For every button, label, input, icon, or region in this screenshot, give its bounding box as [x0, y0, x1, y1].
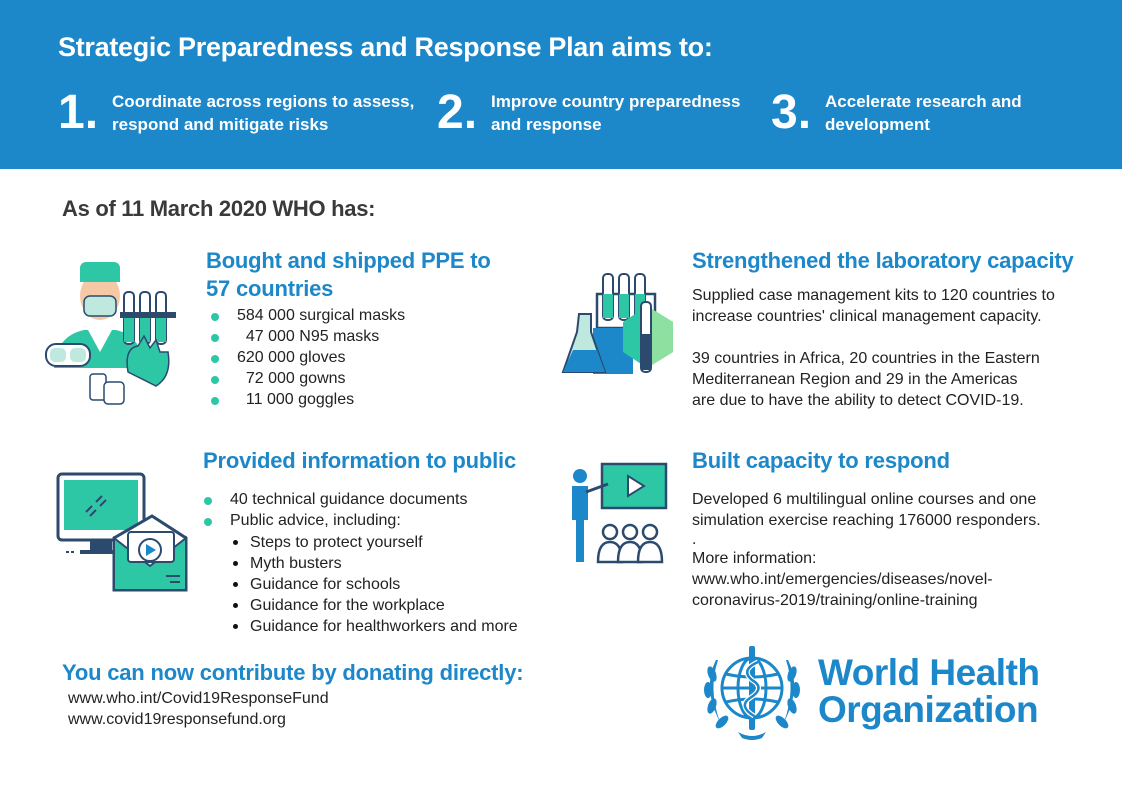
donate-link[interactable]: www.who.int/Covid19ResponseFund — [68, 690, 329, 707]
capacity-text-line: Developed 6 multilingual online courses and one — [692, 491, 1037, 508]
who-name — [818, 654, 1040, 728]
list-item-text: 40 technical guidance documents — [230, 491, 468, 508]
list-item-text: 620 000 gloves — [237, 349, 346, 366]
ppe-title — [206, 247, 491, 303]
list-item — [207, 389, 405, 410]
list-item-text: Guidance for the workplace — [250, 597, 445, 614]
list-item — [230, 616, 518, 637]
aim-number: 3. — [771, 86, 812, 139]
as-of-heading: As of 11 March 2020 WHO has: — [62, 196, 376, 221]
who-emblem-icon — [698, 640, 806, 742]
ppe-title-line: 57 countries — [206, 276, 334, 301]
donate-link[interactable]: www.covid19responsefund.org — [68, 711, 286, 728]
ppe-title-line: Bought and shipped PPE to — [206, 248, 491, 273]
aim-text — [112, 88, 414, 136]
donate-title: You can now contribute by donating directly: — [62, 660, 524, 685]
capacity-title: Built capacity to respond — [692, 448, 950, 473]
list-item-text: 47 000 N95 masks — [237, 328, 380, 345]
who-name-line: Organization — [818, 689, 1039, 730]
list-item-text: Guidance for schools — [250, 576, 401, 593]
list-item — [230, 532, 518, 553]
lab-text-line: 39 countries in Africa, 20 countries in the Eastern — [692, 350, 1040, 367]
lab-title: Strengthened the laboratory capacity — [692, 248, 1074, 273]
list-item — [207, 326, 405, 347]
info-title: Provided information to public — [203, 448, 517, 473]
list-item-text: 584 000 surgical masks — [237, 307, 406, 324]
capacity-text — [692, 489, 1041, 611]
list-item — [200, 489, 518, 510]
aim-text-line: respond and mitigate risks — [112, 115, 329, 134]
list-item — [200, 510, 518, 531]
info-sublist — [230, 532, 518, 637]
lab-text-line: are due to have the ability to detect COVID-19. — [692, 392, 1024, 409]
aim-3 — [771, 88, 1022, 138]
ppe-list — [207, 305, 405, 410]
training-link[interactable]: coronavirus-2019/training/online-training — [692, 592, 978, 609]
lab-text-line: Mediterranean Region and 29 in the Americas — [692, 371, 1018, 388]
aim-number: 2. — [437, 86, 478, 139]
info-text — [200, 489, 518, 637]
health-worker-icon — [44, 256, 180, 408]
capacity-text-line: . — [692, 531, 697, 548]
aim-number: 1. — [58, 86, 99, 139]
aim-text-line: Improve country preparedness — [491, 92, 741, 111]
capacity-text-line: simulation exercise reaching 176000 responders. — [692, 512, 1041, 529]
list-item — [230, 595, 518, 616]
banner-title: Strategic Preparedness and Response Plan aims to: — [58, 32, 713, 62]
list-item-text: 11 000 goggles — [237, 391, 355, 408]
spacer — [692, 327, 1055, 348]
aim-text-line: Coordinate across regions to assess, — [112, 92, 415, 111]
aim-text — [825, 88, 1022, 136]
list-item — [230, 574, 518, 595]
lab-text-line: Supplied case management kits to 120 countries to — [692, 287, 1055, 304]
info-list — [200, 489, 518, 531]
list-item-text: Myth busters — [250, 555, 342, 572]
who-name-line: World Health — [818, 652, 1040, 693]
header-banner — [0, 0, 1122, 169]
list-item — [207, 368, 405, 389]
list-item-text: Public advice, including: — [230, 512, 401, 529]
lab-text — [692, 285, 1055, 411]
training-presentation-icon — [566, 462, 670, 566]
aim-1 — [58, 88, 414, 138]
list-item — [207, 347, 405, 368]
computer-video-mail-icon — [56, 472, 190, 594]
aim-text-line: and response — [491, 115, 602, 134]
list-item-text: 72 000 gowns — [237, 370, 346, 387]
list-item-text: Steps to protect yourself — [250, 534, 423, 551]
aim-2 — [437, 88, 740, 138]
list-item — [207, 305, 405, 326]
lab-text-line: increase countries' clinical management capacity. — [692, 308, 1042, 325]
aim-text-line: development — [825, 115, 930, 134]
aim-text-line: Accelerate research and — [825, 92, 1022, 111]
list-item — [230, 553, 518, 574]
capacity-text-line: More information: — [692, 550, 817, 567]
aim-text — [491, 88, 740, 136]
list-item-text: Guidance for healthworkers and more — [250, 618, 518, 635]
laboratory-icon — [561, 272, 677, 378]
donate-links — [68, 688, 329, 730]
training-link[interactable]: www.who.int/emergencies/diseases/novel- — [692, 571, 993, 588]
